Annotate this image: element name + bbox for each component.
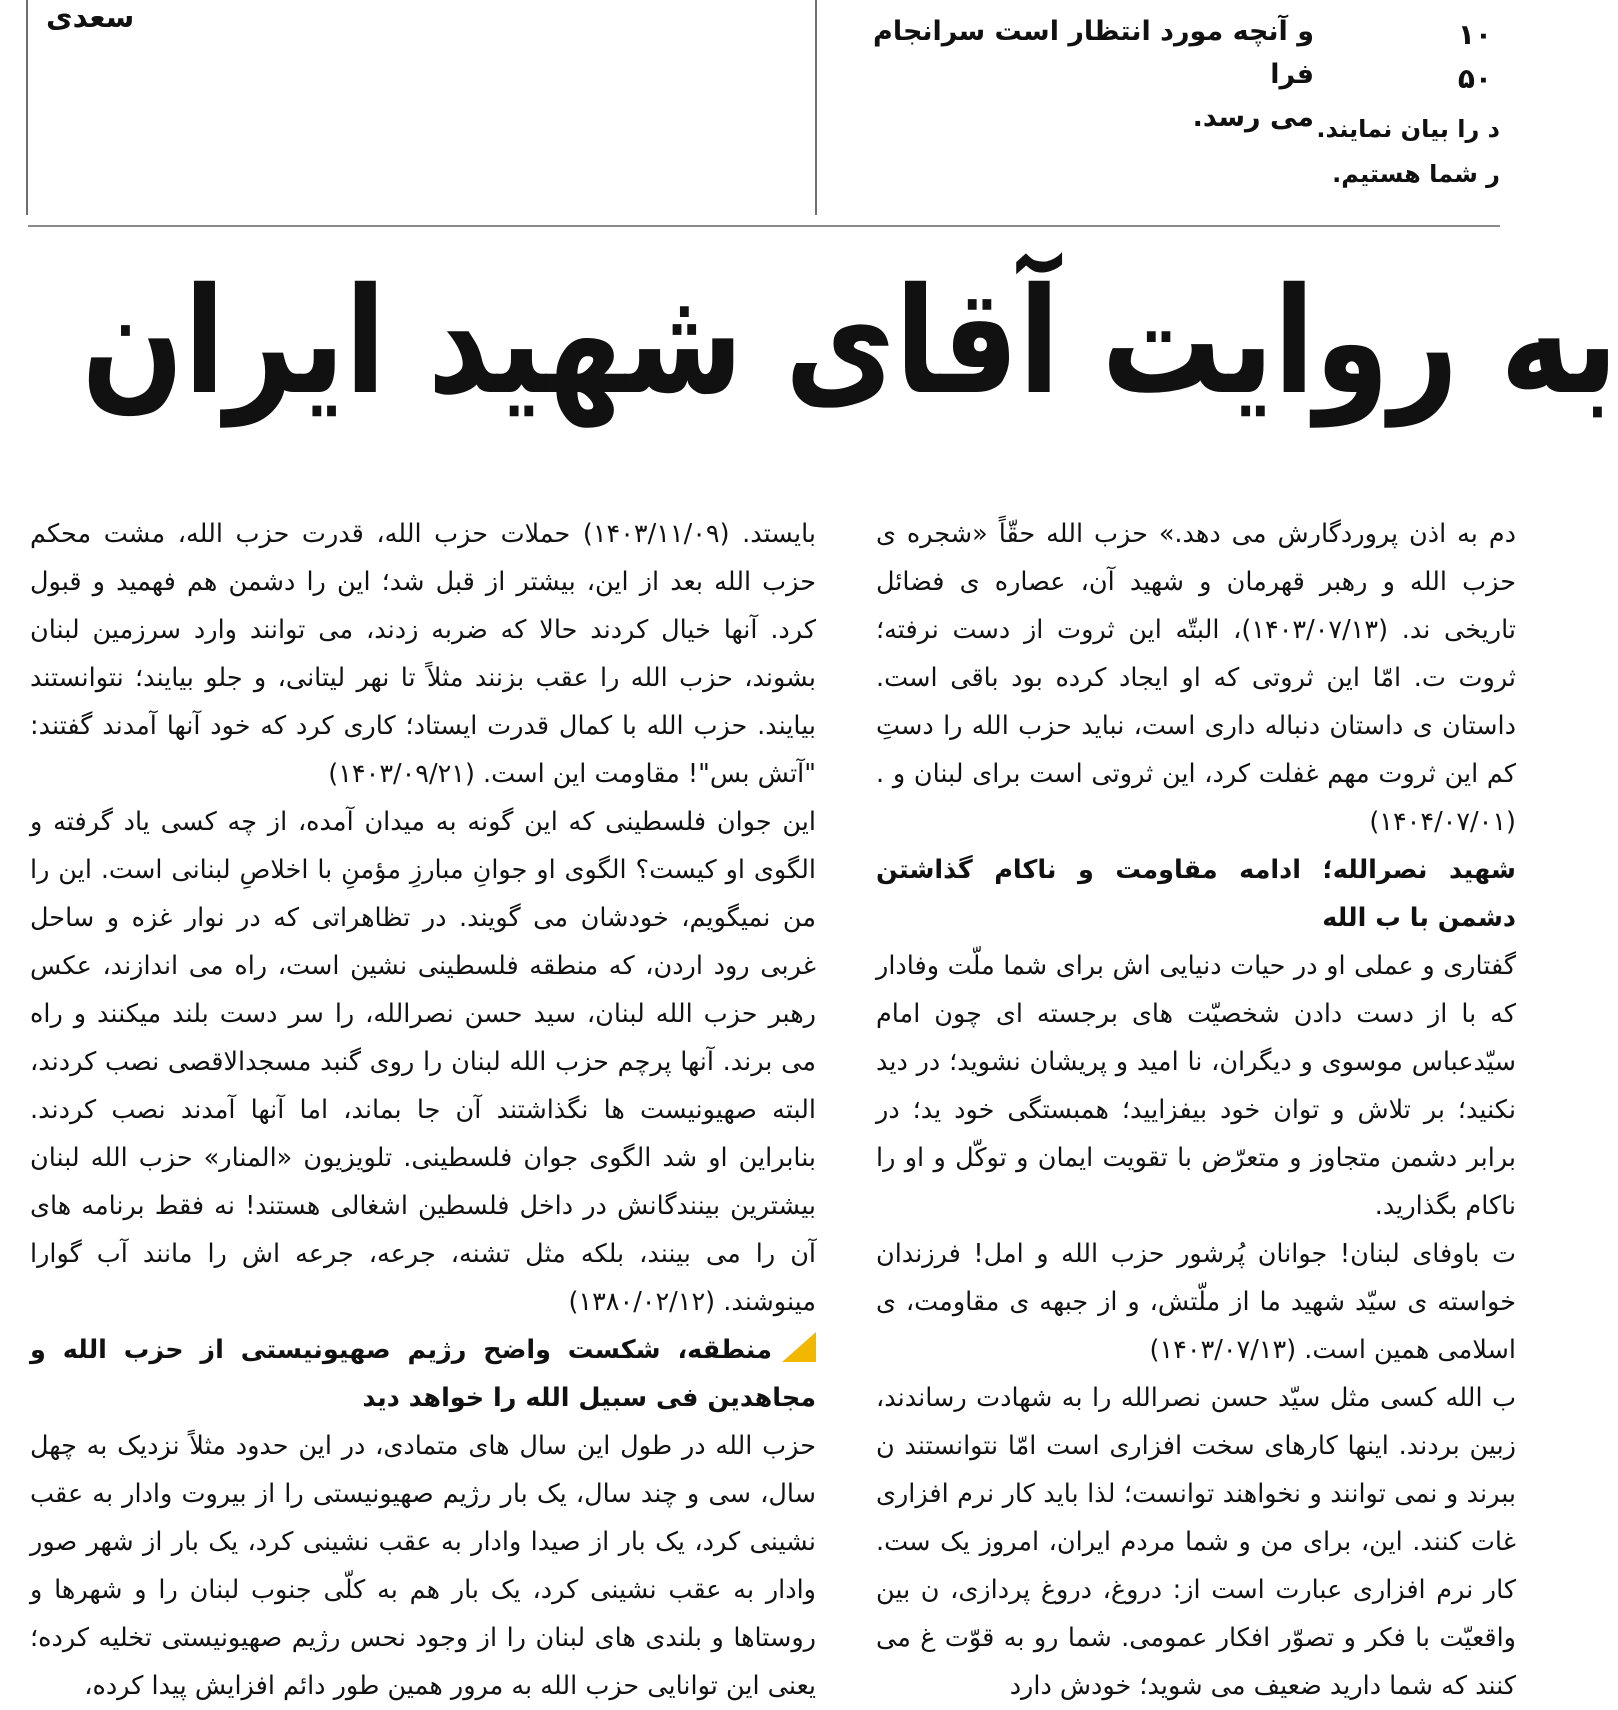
edge-number: ۱۰: [1457, 18, 1492, 51]
subheading-text: منطقه، شکست واضح رژیم صهیونیستی از حزب الله و مجاهدین فی سبیل الله را خواهد دید: [30, 1335, 816, 1413]
subheading-text: شهید نصرالله؛ ادامه مقاومت و ناکام گذاشتن دشمن با ب الله: [876, 855, 1516, 933]
quote-text: [834, 10, 1314, 139]
body-paragraph: [30, 510, 816, 798]
previous-article-band: [0, 0, 1500, 228]
body-paragraph: [876, 1230, 1516, 1374]
article-headline: به روایت آقای شهید ایران: [81, 257, 1618, 428]
body-paragraph: [30, 1422, 816, 1710]
quote-line: می رسد.: [1192, 102, 1314, 133]
paragraph-text: بایستد. (۱۴۰۳/۱۱/۰۹) حملات حزب الله، قدرت حزب الله، مشت محکم حزب الله بعد از این، بیشتر از قبل شد؛ این را دشمن هم فهمید و قبول کرد. آنها خیال کردند حالا که ضربه زدند، می توانند وارد سرزمین لبنان بشوند، حزب الله را عقب بزنند مثلاً تا نهر لیتانی، و جلو بیایند؛ نتوانستند بیایند. حزب الله با کمال قدرت ایستاد؛ کاری کرد که خود آنها آمدند گفتند: "آتش بس"! مقاومت این است. (۱۴۰۳/۰۹/۲۱): [30, 519, 817, 789]
subheading-marker-icon: [782, 1332, 816, 1362]
edge-number: ۵۰: [1457, 62, 1492, 95]
article-column-right: [876, 510, 1516, 1710]
column-divider: [26, 0, 28, 215]
body-paragraph: [876, 1374, 1516, 1710]
edge-note: ر شما هستیم.: [1332, 160, 1500, 188]
section-subheading: [876, 846, 1516, 942]
body-paragraph: [30, 798, 816, 1326]
body-paragraph: [876, 942, 1516, 1230]
paragraph-text: این جوان فلسطینی که این گونه به میدان آمده، از چه کسی یاد گرفته و الگوی او کیست؟ الگوی او جوانِ مبارزِ مؤمنِ با اخلاصِ لبنانی است. این را من نمیگویم، خودشان می گویند. در تظاهراتی که در نوار غزه و ساحل غربی رود اردن، که منطقه فلسطینی نشین است، راه می اندازند، عکس رهبر حزب الله لبنان، سید حسن نصرالله، را سر دست بلند میکنند و راه می برند. آنها پرچم حزب الله لبنان را روی گنبد مسجدالاقصی نصب کردند، البته صهیونیست ها نگذاشتند آن جا بماند، اما آنها آمدند نصب کردند. بنابراین او شد الگوی جوان فلسطینی. تلویزیون «المنار» حزب الله لبنان بیشترین بینندگانش در داخل فلسطین اشغالی هستند! نه فقط برنامه های آن را می بینند، بلکه مثل تشنه، جرعه، جرعه اش را مانند آب گوارا مینوشند. (۱۳۸۰/۰۲/۱۲): [30, 807, 816, 1317]
section-divider: [28, 225, 1500, 227]
paragraph-text: ت باوفای لبنان! جوانان پُرشور حزب الله و امل! فرزندان خواسته ی سیّد شهید ما از ملّتش، و از جبهه ی مقاومت، ی اسلامی همین است. (۱۴۰۳/۰۷/۱۳): [876, 1239, 1516, 1365]
paragraph-text: ب الله کسی مثل سیّد حسن نصرالله را به شهادت رساندند، زبین بردند. اینها کارهای سخت افزاری است امّا نتوانستند ن ببرند و نمی توانند و نخواهند توانست؛ لذا باید کار نرم افزاری غات کنند. این، برای من و شما مردم ایران، امروز یک ست. کار نرم افزاری عبارت است از: دروغ، دروغ پردازی، ن بین واقعیّت با فکر و تصوّر افکار عمومی. شما رو به قوّت غ می کنند که شما دارید ضعیف می شوید؛ خودش دارد: [876, 1383, 1516, 1701]
body-paragraph: [876, 510, 1516, 846]
edge-note: د را بیان نمایند.: [1316, 115, 1500, 143]
paragraph-text: حزب الله در طول این سال های متمادی، در این حدود مثلاً نزدیک به چهل سال، سی و چند سال، یک بار رژیم صهیونیستی را از بیروت وادار به عقب نشینی کرد، یک بار از صیدا وادار به عقب نشینی کرد، یک بار از شهر صور وادار به عقب نشینی کرد، یک بار هم به کلّی جنوب لبنان را و شهرها و روستاها و بلندی های لبنان را از وجود نحس رژیم صهیونیستی تخلیه کرده؛ یعنی این توانایی حزب الله به مرور همین طور دائم افزایش پیدا کرده،: [30, 1431, 816, 1701]
paragraph-text: دم به اذن پروردگارش می دهد.» حزب الله حقّاً «شجره ی حزب الله و رهبر قهرمان و شهید آن، عصاره ی فضائل تاریخی ند. (۱۴۰۳/۰۷/۱۳)، البتّه این ثروت از دست نرفته؛ ثروت ت. امّا این ثروتی که او ایجاد کرده بود باقی است. داستان ی داستان دنباله داری است، نباید حزب الله را دستِ کم این ثروت مهم غفلت کرد، این ثروتی است برای لبنان و . (۱۴۰۴/۰۷/۰۱): [876, 519, 1516, 837]
section-subheading: [30, 1326, 816, 1422]
quote-line: و آنچه مورد انتظار است سرانجام فرا: [873, 16, 1314, 90]
poet-name: سعدی: [46, 0, 135, 34]
paragraph-text: گفتاری و عملی او در حیات دنیایی اش برای شما ملّت وفادار که با از دست دادن شخصیّت های برجسته ای چون امام سیّدعباس موسوی و دیگران، نا امید و پریشان نشوید؛ در دید نکنید؛ بر تلاش و توان خود بیفزایید؛ همبستگی خود ید؛ در برابر دشمن متجاوز و متعرّض با تقویت ایمان و توکّل و او را ناکام بگذارید.: [876, 951, 1516, 1221]
column-divider: [815, 0, 817, 215]
article-column-left: [30, 510, 816, 1710]
